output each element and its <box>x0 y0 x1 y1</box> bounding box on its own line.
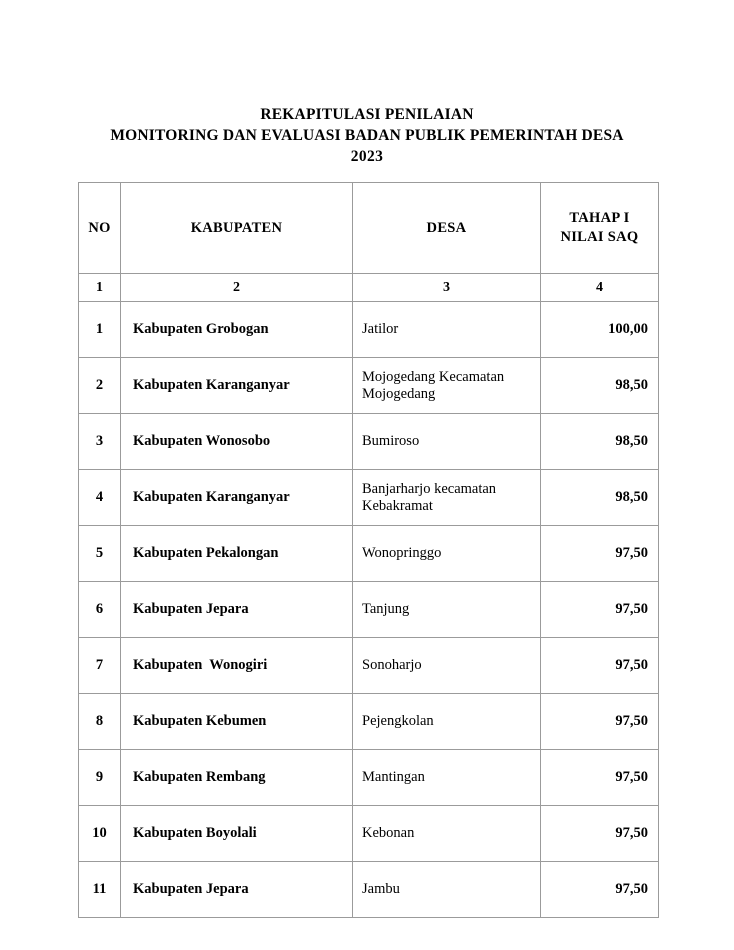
cell-kabupaten: Kabupaten Wonosobo <box>121 414 353 470</box>
cell-desa: Jambu <box>353 862 541 918</box>
cell-kabupaten: Kabupaten Kebumen <box>121 694 353 750</box>
header-tahap-line1: TAHAP I <box>569 210 630 226</box>
cell-no: 7 <box>79 638 121 694</box>
cell-kabupaten: Kabupaten Rembang <box>121 750 353 806</box>
document-title-block <box>0 104 734 167</box>
cell-no: 11 <box>79 862 121 918</box>
header-tahap-line2: NILAI SAQ <box>560 229 639 245</box>
column-number-2: 2 <box>121 274 353 302</box>
table-row <box>79 862 659 918</box>
cell-desa: Wonopringgo <box>353 526 541 582</box>
recapitulation-table <box>78 182 659 918</box>
cell-no: 2 <box>79 358 121 414</box>
table-row <box>79 806 659 862</box>
cell-no: 3 <box>79 414 121 470</box>
cell-nilai-saq: 98,50 <box>541 358 659 414</box>
cell-no: 8 <box>79 694 121 750</box>
cell-kabupaten: Kabupaten Jepara <box>121 862 353 918</box>
table-row <box>79 414 659 470</box>
cell-nilai-saq: 97,50 <box>541 750 659 806</box>
cell-desa: Bumiroso <box>353 414 541 470</box>
cell-no: 6 <box>79 582 121 638</box>
cell-kabupaten: Kabupaten Boyolali <box>121 806 353 862</box>
cell-desa: Tanjung <box>353 582 541 638</box>
table-row <box>79 358 659 414</box>
table-row <box>79 638 659 694</box>
cell-no: 4 <box>79 470 121 526</box>
header-kabupaten: KABUPATEN <box>121 183 353 274</box>
cell-nilai-saq: 97,50 <box>541 806 659 862</box>
cell-nilai-saq: 97,50 <box>541 582 659 638</box>
cell-kabupaten: Kabupaten Jepara <box>121 582 353 638</box>
table-row <box>79 526 659 582</box>
cell-nilai-saq: 97,50 <box>541 862 659 918</box>
cell-nilai-saq: 100,00 <box>541 302 659 358</box>
table-row <box>79 470 659 526</box>
cell-desa: Pejengkolan <box>353 694 541 750</box>
cell-kabupaten: Kabupaten Karanganyar <box>121 358 353 414</box>
cell-kabupaten: Kabupaten Grobogan <box>121 302 353 358</box>
table-row <box>79 694 659 750</box>
header-tahap-nilai-saq <box>541 183 659 274</box>
cell-kabupaten: Kabupaten Wonogiri <box>121 638 353 694</box>
cell-desa: Kebonan <box>353 806 541 862</box>
cell-desa: Mojogedang Kecamatan Mojogedang <box>353 358 541 414</box>
cell-desa: Banjarharjo kecamatan Kebakramat <box>353 470 541 526</box>
column-number-row <box>79 274 659 302</box>
cell-nilai-saq: 97,50 <box>541 638 659 694</box>
cell-desa: Jatilor <box>353 302 541 358</box>
cell-desa: Sonoharjo <box>353 638 541 694</box>
cell-no: 9 <box>79 750 121 806</box>
title-line-2: MONITORING DAN EVALUASI BADAN PUBLIK PEMERINTAH DESA <box>110 127 624 144</box>
cell-nilai-saq: 98,50 <box>541 470 659 526</box>
column-number-1: 1 <box>79 274 121 302</box>
column-number-4: 4 <box>541 274 659 302</box>
recap-table-container <box>78 182 658 918</box>
table-row <box>79 582 659 638</box>
cell-kabupaten: Kabupaten Pekalongan <box>121 526 353 582</box>
cell-no: 5 <box>79 526 121 582</box>
cell-no: 10 <box>79 806 121 862</box>
cell-nilai-saq: 98,50 <box>541 414 659 470</box>
header-desa: DESA <box>353 183 541 274</box>
table-header-row <box>79 183 659 274</box>
cell-nilai-saq: 97,50 <box>541 694 659 750</box>
table-row <box>79 302 659 358</box>
cell-desa: Mantingan <box>353 750 541 806</box>
cell-kabupaten: Kabupaten Karanganyar <box>121 470 353 526</box>
header-no: NO <box>79 183 121 274</box>
cell-nilai-saq: 97,50 <box>541 526 659 582</box>
column-number-3: 3 <box>353 274 541 302</box>
cell-no: 1 <box>79 302 121 358</box>
title-line-1: REKAPITULASI PENILAIAN <box>260 106 474 123</box>
table-row <box>79 750 659 806</box>
title-line-year: 2023 <box>350 148 384 165</box>
